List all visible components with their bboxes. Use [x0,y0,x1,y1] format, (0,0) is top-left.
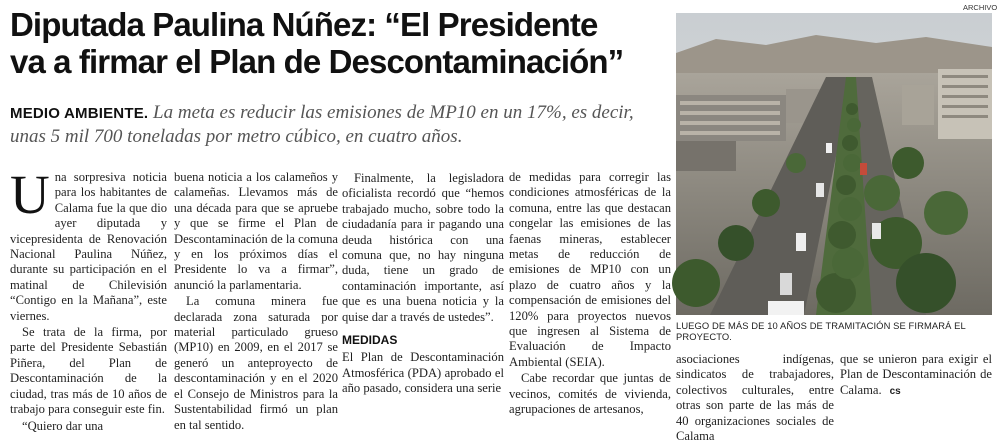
article-column-2 [174,170,338,434]
article-paragraph-1 [10,164,167,324]
city-aerial-photo [676,13,992,315]
dropcap: U [10,164,50,225]
subhead-medidas: MEDIDAS [342,333,398,348]
headline [10,6,670,80]
article-column-6 [840,352,992,400]
paragraph-1-text: na sorpresiva noticia para los habitantes de Calama fue la que dio ayer diputada y vicepresidenta de Renovación Nacional Paulina Núñez, durante su participación en el matinal de Chilevisión “Contigo en la Mañana”, este viernes. [10,170,167,323]
article-column-5 [676,352,834,445]
end-mark: cs [889,385,901,397]
deck [10,101,670,148]
article-paragraph-7-start: Cabe recordar que juntas de vecinos, comités de vivienda, agrupaciones de artesanos, [509,371,671,417]
article-paragraph-7-end [840,352,992,399]
headline-line-2: va a firmar el Plan de Descontaminación” [10,43,624,80]
article-column-3 [342,170,504,398]
article-paragraph-6-end: de medidas para corregir las condiciones atmosféricas de la comuna, entre las que destacan congelar las emisiones de las faenas mineras, establecer metas de reducción de emisiones de MP10 con un plazo de cuatro años y la compensación de emisiones del 120% para proyectos nuevos que ingresen al Sistema de Evaluación de Impacto Ambiental (SEIA). [509,170,671,369]
deck-text: La meta es reducir las emisiones de MP10 en un 17%, es decir, unas 5 mil 700 toneladas por metro cúbico, en cuatro años. [10,102,634,147]
article-column-1 [10,164,167,435]
headline-line-1: Diputada Paulina Núñez: “El Presidente [10,6,598,43]
article-paragraph-6-start: El Plan de Descontaminación Atmosférica (PDA) aprobado el año pasado, considera una serie [342,350,504,396]
article-paragraph-7-middle: asociaciones indígenas, sindicatos de trabajadores, colectivos culturales, entre otras son parte de las más de 40 organizaciones sociales de Calama [676,352,834,444]
article-paragraph-2: Se trata de la firma, por parte del Presidente Sebastián Piñera, del Plan de Descontaminación de la ciudad, tras más de 10 años de trabajo para conseguir este fin. [10,325,167,417]
photo-credit: ARCHIVO [963,3,998,12]
article-column-4 [509,170,671,419]
article-paragraph-5: Finalmente, la legisladora oficialista recordó que “hemos trabajado mucho, sobre todo la ciudadanía para ir pagando una deuda histórica con una comuna que, no hay ninguna duda, tiene un grado de contaminación importante, así que es una buena noticia y la quise dar a través de ustedes”. [342,171,504,324]
section-kicker: MEDIO AMBIENTE. [10,105,149,122]
photo-caption: LUEGO DE MÁS DE 10 AÑOS DE TRAMITACIÓN SE FIRMARÁ EL PROYECTO. [676,320,966,342]
article-paragraph-3-end: buena noticia a los calameños y calameñas. Llevamos más de una década para que se apruebe y que se firme el Plan de Descontaminación de la comuna y en los próximos días el Presidente lo va a firmar”, anunció la parlamentaria. [174,170,339,292]
article-paragraph-4-start: La comuna minera fue declarada zona saturada por material particulado grueso (MP10) en 2009, en el 2017 se generó un anteproyecto de descontaminación y en el 2020 el Consejo de Ministros para la Sustentabilidad firmó un plan en tal sentido. [174,294,338,432]
article-paragraph-3-start: “Quiero dar una [22,418,104,433]
paragraph-7-end-text: que se unieron para exigir el Plan de Descontaminación de Calama. [840,352,992,397]
